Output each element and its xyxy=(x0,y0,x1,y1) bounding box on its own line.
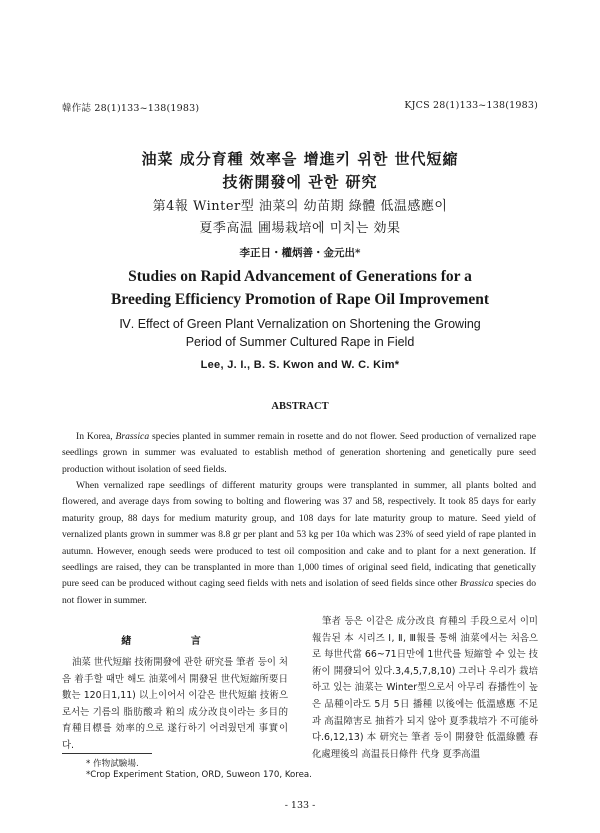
english-subtitle-line-2: Period of Summer Cultured Rape in Field xyxy=(185,335,415,349)
english-title-line-1: Studies on Rapid Advancement of Generations for a xyxy=(128,268,472,285)
korean-subtitle-line-2: 夏季高温 圃場栽培에 미치는 効果 xyxy=(199,221,401,236)
footnote-korean-affiliation: * 作物試驗場. xyxy=(86,759,139,769)
section-heading-introduction: 緖 言 xyxy=(121,636,229,647)
introduction-left-column: 油菜 世代短縮 技術開發에 관한 研究를 筆者 등이 처음 着手할 때만 해도 油菜에서 開發된 世代短縮所要日數는 120日1,11) 以上이어서 이같은 世代短縮 技術으로서는 기름의 脂肪酸과 粕의 成分改良이라는 多目的 育種目標를 効率的으로 遂行하기 어려웠던게 事實이다. xyxy=(62,657,288,751)
journal-header-english: KJCS 28(1)133~138(1983) xyxy=(404,100,538,111)
footnote-english-affiliation: *Crop Experiment Station, ORD, Suweon 170, Korea. xyxy=(86,770,312,780)
english-title-line-2: Breeding Efficiency Promotion of Rape Oil Improvement xyxy=(111,291,489,308)
page-number: - 133 - xyxy=(284,800,316,811)
english-subtitle-line-1: Ⅳ. Effect of Green Plant Vernalization on Shortening the Growing xyxy=(119,317,481,331)
abstract-heading: ABSTRACT xyxy=(271,401,329,412)
korean-title-line-2: 技術開發에 관한 研究 xyxy=(222,173,378,191)
journal-header-korean: 韓作誌 28(1)133~138(1983) xyxy=(62,103,200,114)
korean-authors: 李正日・權炳善・金元出* xyxy=(239,247,361,259)
korean-title-line-1: 油菜 成分育種 效率을 增進키 위한 世代短縮 xyxy=(141,150,459,168)
korean-subtitle-line-1: 第4報 Winter型 油菜의 幼苗期 綠體 低温感應이 xyxy=(152,199,448,214)
footnote-divider xyxy=(62,753,152,754)
english-authors: Lee, J. I., B. S. Kwon and W. C. Kim* xyxy=(200,359,400,371)
introduction-right-column: 筆者 등은 이같은 成分改良 育種의 手段으로서 이미 報告된 本 시리즈 Ⅰ, Ⅱ, Ⅲ報를 통해 油菜에서는 처음으로 每世代當 66~71日만에 1世代를 短縮할 수 있는 技術이 開發되어 있다.3,4,5,7,8,10) 그러나 우리가 栽培하고 있는 油菜는 Winter型으로서 아무리 春播性이 높은 品種이라도 5月 5日 播種 以後에는 低溫感應 不足과 高温障害로 抽苔가 되지 않아 夏季栽培가 不可能하다.6,12,13) 本 研究는 筆者 등이 開發한 低溫綠體 春化處理後의 高温長日條件 代身 夏季高溫 xyxy=(312,616,538,760)
abstract-paragraph-1: In Korea, Brassica species planted in summer remain in rosette and do not flower. Seed production of vernalized rape seedlings grown in summer was evaluated to establish method of generation shortening and genetically pure seed production without isolation of seed fields. xyxy=(62,431,536,475)
abstract-paragraph-2: When vernalized rape seedlings of different maturity groups were transplanted in summer, all plants bolted and flowered, and average days from sowing to bolting and flowering was 37 and 58, respectively. It took 85 days for early maturity group, 88 days for medium maturity group, and 108 days for late maturity group to mature. Seed yield of vernalized plants grown in summer was 8.8 gr per plant and 53 kg per 10a which was 23% of seed yield of rape planted in autumn. However, enough seeds were produced to test oil composition and cake and to plant for a next generation. If seedlings are raised, they can be transplanted in more than 1,000 times of original seed field, indicating that genetically pure seed can be produced without caging seed fields with nets and isolation of seed fields since other Brassica species do not flower in summer. xyxy=(62,480,536,606)
